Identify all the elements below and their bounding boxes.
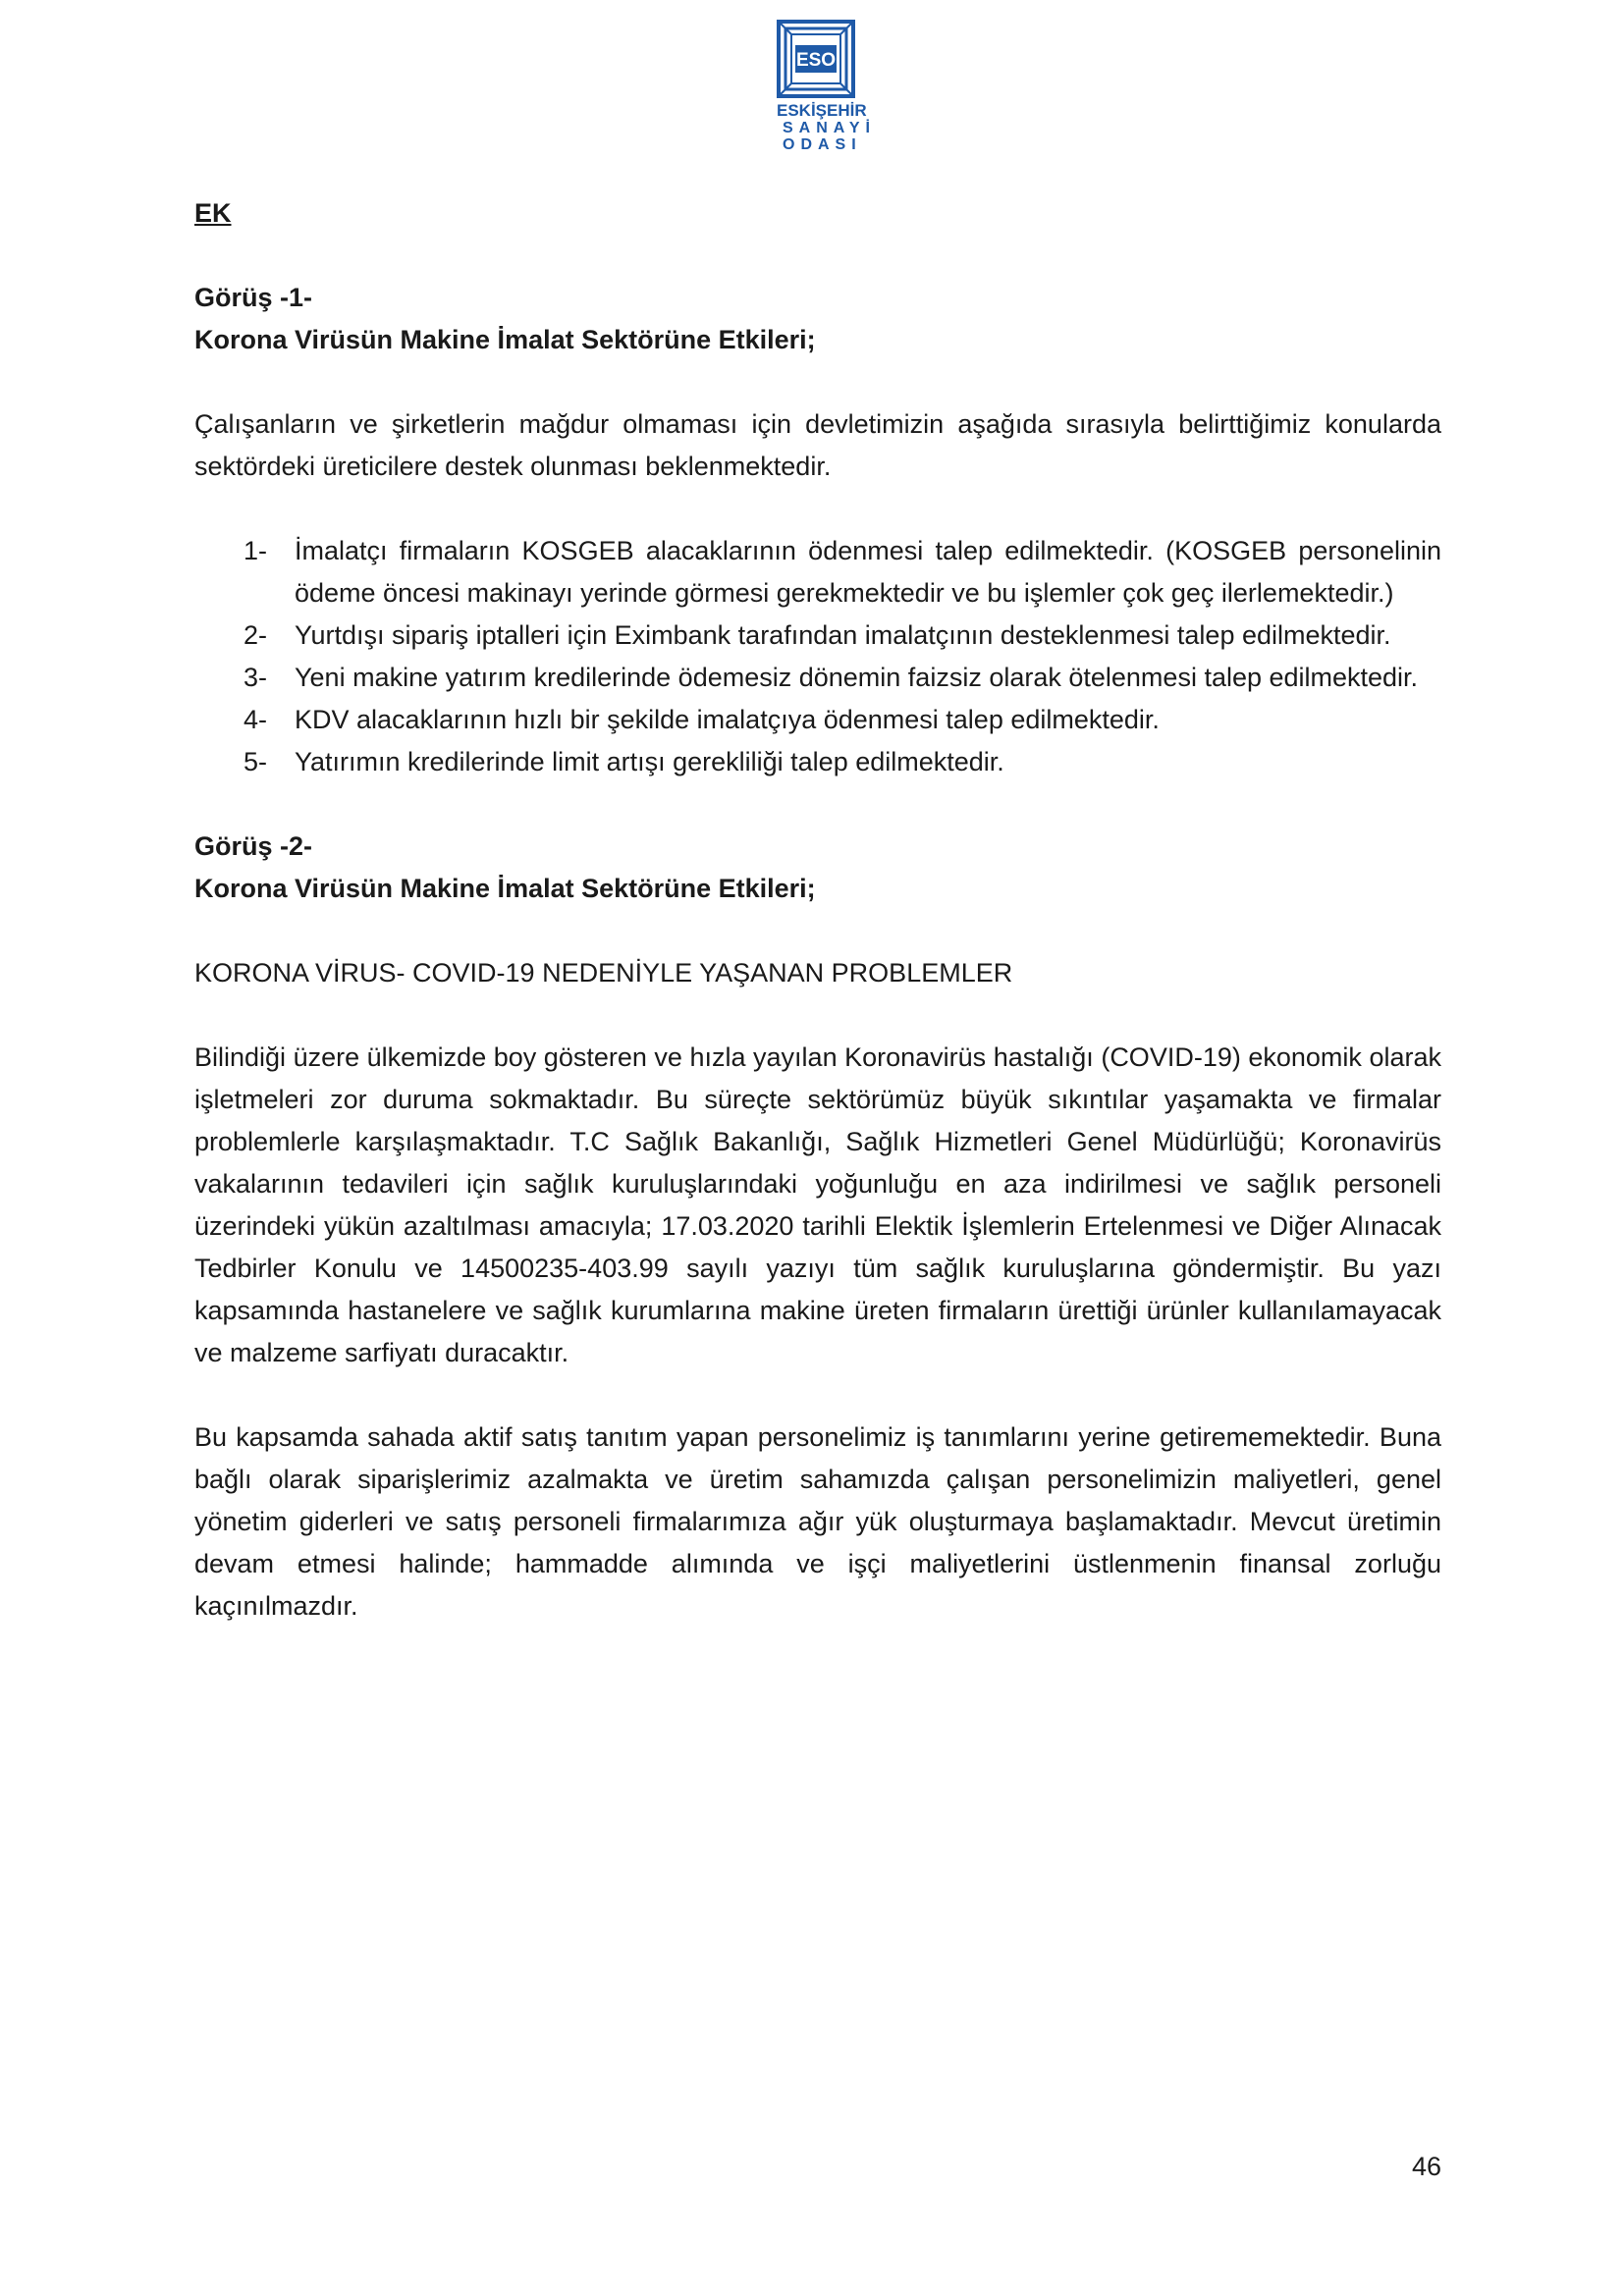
section2-title: Görüş -2- xyxy=(194,831,313,861)
list-item-text: Yatırımın kredilerinde limit artışı gerekliliği talep edilmektedir. xyxy=(295,747,1004,776)
logo-line-eskisehir: ESKİŞEHİR xyxy=(777,101,867,120)
list-item-text: Yeni makine yatırım kredilerinde ödemesiz dönemin faizsiz olarak ötelenmesi talep edilmektedir. xyxy=(295,663,1419,692)
section1-subtitle: Korona Virüsün Makine İmalat Sektörüne Etkileri; xyxy=(194,325,816,354)
logo-line-sanayi: SANAYİ xyxy=(783,120,876,136)
section1-title: Görüş -1- xyxy=(194,283,313,312)
list-item-text: Yurtdışı sipariş iptalleri için Eximbank tarafından imalatçının desteklenmesi talep edilmektedir. xyxy=(295,620,1391,650)
eso-logo xyxy=(777,20,876,153)
eso-logo-mark-text: ESO xyxy=(795,50,837,71)
section2-paragraph-2: Bu kapsamda sahada aktif satış tanıtım yapan personelimiz iş tanımlarını yerine getirememektedir. Buna bağlı olarak siparişlerimiz azalmakta ve üretim sahamızda çalışan personelimizin maliyetleri, genel yönetim giderleri ve satış personeli firmalarımıza ağır yük oluşturmaya başlamaktadır. Mevcut üretimin devam etmesi halinde; hammadde alımında ve işçi maliyetlerini üstlenmenin finansal zorluğu kaçınılmazdır. xyxy=(194,1422,1441,1621)
list-item-number: 2- xyxy=(244,620,268,650)
list-item-number: 4- xyxy=(244,705,268,734)
section2-paragraph-1: Bilindiği üzere ülkemizde boy gösteren ve hızla yayılan Koronavirüs hastalığı (COVID-19) ekonomik olarak işletmeleri zor duruma sokmaktadır. Bu süreçte sektörümüz büyük sıkıntılar yaşamakta ve firmalar problemlerle karşılaşmaktadır. T.C Sağlık Bakanlığı, Sağlık Hizmetleri Genel Müdürlüğü; Koronavirüs vakalarının tedavileri için sağlık kuruluşlarındaki yoğunluğu en aza indirilmesi ve sağlık personeli üzerindeki yükün azaltılması amacıyla; 17.03.2020 tarihli Elektik İşlemlerin Ertelenmesi ve Diğer Alınacak Tedbirler Konulu ve 14500235-403.99 sayılı yazıyı tüm sağlık kuruluşlarına göndermiştir. Bu yazı kapsamında hastanelere ve sağlık kurumlarına makine üreten firmaların ürettiği ürünler kullanılamayacak ve malzeme sarfiyatı duracaktır. xyxy=(194,1042,1441,1367)
list-item-number: 1- xyxy=(244,536,268,565)
page-number: 46 xyxy=(1411,2152,1441,2181)
list-item xyxy=(194,741,1441,783)
list-item xyxy=(194,699,1441,741)
list-item xyxy=(194,614,1441,657)
eso-logo-mark-icon xyxy=(777,20,855,98)
document-body xyxy=(194,192,1441,1628)
list-item xyxy=(194,530,1441,614)
appendix-label: EK xyxy=(194,198,232,228)
section1-list xyxy=(194,530,1441,783)
section2-caps-heading: KORONA VİRUS- COVID-19 NEDENİYLE YAŞANAN PROBLEMLER xyxy=(194,958,1013,988)
list-item-text: İmalatçı firmaların KOSGEB alacaklarının ödenmesi talep edilmektedir. (KOSGEB personelinin ödeme öncesi makinayı yerinde görmesi gerekmektedir ve bu işlemler çok geç ilerlemektedir.) xyxy=(295,536,1441,608)
list-item-text: KDV alacaklarının hızlı bir şekilde imalatçıya ödenmesi talep edilmektedir. xyxy=(295,705,1160,734)
list-item-number: 3- xyxy=(244,663,268,692)
list-item-number: 5- xyxy=(244,747,268,776)
logo-line-odasi: ODASI xyxy=(783,136,862,153)
section1-intro: Çalışanların ve şirketlerin mağdur olmaması için devletimizin aşağıda sırasıyla belirttiğimiz konularda sektördeki üreticilere destek olunması beklenmektedir. xyxy=(194,409,1441,481)
list-item xyxy=(194,657,1441,699)
section2-subtitle: Korona Virüsün Makine İmalat Sektörüne Etkileri; xyxy=(194,874,816,903)
